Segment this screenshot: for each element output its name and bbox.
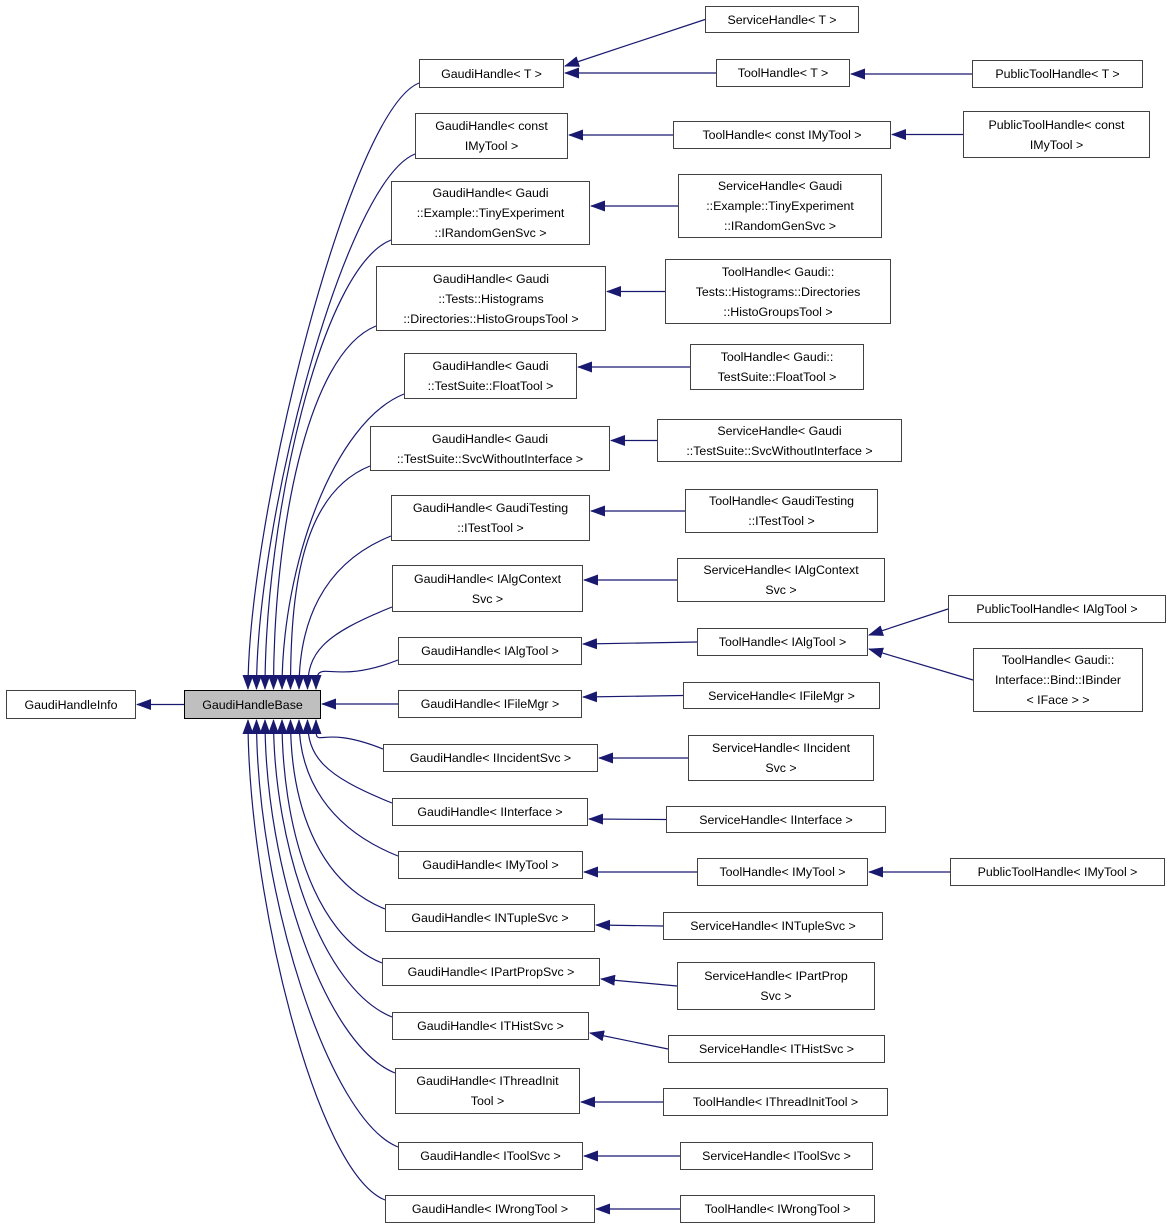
class-node-label-line: GaudiHandle< GaudiTesting: [412, 501, 569, 515]
class-node-label-line: GaudiHandle< IIncidentSvc >: [409, 751, 572, 765]
class-node-public-tool-handle-imytool[interactable]: [950, 858, 1165, 886]
class-node-label-line: GaudiHandle< const: [435, 119, 548, 133]
class-node-label-line: TestSuite::FloatTool >: [717, 370, 837, 384]
inheritance-edge-gaudi-handle-svcwithoutinterface-to-gaudi-handle-base: [291, 466, 371, 689]
class-node-gaudi-handle-ipartpropsvc[interactable]: [382, 958, 600, 986]
class-node-public-tool-handle-const-imytool[interactable]: [963, 111, 1150, 158]
class-node-label-line: ToolHandle< T >: [737, 66, 829, 80]
class-node-label-line: GaudiHandle< Gaudi: [432, 271, 550, 286]
inheritance-edge-gaudi-handle-iinterface-to-gaudi-handle-base: [308, 720, 393, 803]
inheritance-edge-service-handle-t-to-gaudi-handle-t: [565, 20, 705, 67]
class-node-label-line: ServiceHandle< Gaudi: [717, 423, 842, 438]
class-node-service-handle-ifilemgr[interactable]: [683, 682, 880, 709]
class-node-service-handle-svcwithoutinterface[interactable]: [657, 419, 902, 462]
class-node-label-line: ::Example::TinyExperiment: [706, 199, 854, 213]
inheritance-edge-service-handle-iinterface-to-gaudi-handle-iinterface: [589, 819, 666, 820]
class-node-label-line: ToolHandle< Gaudi::: [1001, 653, 1115, 667]
inheritance-edge-gaudi-handle-intuplesvc-to-gaudi-handle-base: [291, 720, 386, 909]
inheritance-edge-gaudi-handle-ialgcontextsvc-to-gaudi-handle-base: [308, 607, 393, 689]
class-node-label-line: ServiceHandle< IAlgContext: [703, 563, 859, 577]
class-node-label-line: ServiceHandle< IFileMgr >: [708, 688, 855, 703]
class-node-service-handle-ipartpropsvc[interactable]: [677, 962, 875, 1010]
class-node-label-line: ::IRandomGenSvc >: [434, 226, 547, 240]
class-node-label-line: ToolHandle< IWrongTool >: [704, 1202, 851, 1216]
inheritance-edge-public-tool-handle-ialgtool-to-tool-handle-ialgtool: [869, 609, 948, 635]
inheritance-edge-gaudi-handle-itesttool-to-gaudi-handle-base: [299, 536, 391, 689]
class-node-gaudi-handle-iwrongtool[interactable]: [385, 1195, 595, 1223]
class-node-tool-handle-floattool[interactable]: [690, 344, 864, 390]
inheritance-edge-service-handle-ifilemgr-to-gaudi-handle-ifilemgr: [583, 696, 683, 698]
class-node-gaudi-handle-itoolsvc[interactable]: [398, 1142, 583, 1170]
class-node-gaudi-handle-ifilemgr[interactable]: [398, 690, 582, 718]
class-node-label-line: ServiceHandle< T >: [727, 12, 837, 27]
inheritance-edge-gaudi-handle-imytool-to-gaudi-handle-base: [299, 720, 398, 856]
class-node-label-line: ::TestSuite::SvcWithoutInterface >: [396, 451, 584, 466]
class-node-gaudi-handle-tinyexperiment[interactable]: [391, 181, 590, 245]
class-node-label-line: ToolHandle< IThreadInitTool >: [692, 1095, 859, 1109]
class-node-label-line: ::Example::TinyExperiment: [416, 206, 565, 220]
class-node-label-line: GaudiHandle< IAlgTool >: [421, 644, 559, 658]
class-node-gaudi-handle-iincidentsvc[interactable]: [383, 744, 598, 772]
class-node-label-line: ServiceHandle< IIncident: [711, 741, 851, 755]
class-node-label-line: Svc >: [760, 989, 792, 1003]
class-node-label-line: ::TestSuite::SvcWithoutInterface >: [686, 443, 873, 458]
class-node-service-handle-tinyexperiment[interactable]: [678, 174, 882, 238]
class-node-label-line: ::Directories::HistoGroupsTool >: [403, 311, 579, 326]
class-node-gaudi-handle-intuplesvc[interactable]: [385, 904, 595, 932]
class-node-label-line: IMyTool >: [1029, 137, 1084, 152]
class-node-label-line: GaudiHandle< IAlgContext: [413, 571, 562, 586]
class-node-label-line: ::ITestTool >: [748, 514, 815, 528]
class-node-public-tool-handle-ialgtool[interactable]: [948, 595, 1166, 623]
class-node-tool-handle-histogroupstool[interactable]: [665, 259, 891, 324]
class-node-label-line: GaudiHandle< Gaudi: [431, 431, 549, 446]
class-node-label-line: ::TestSuite::FloatTool >: [427, 379, 554, 393]
inheritance-edge-gaudi-handle-iwrongtool-to-gaudi-handle-base: [248, 720, 385, 1200]
class-node-gaudi-handle-iinterface[interactable]: [392, 798, 588, 826]
class-node-label-line: ::Tests::Histograms: [438, 291, 544, 306]
class-node-label-line: GaudiHandleInfo: [24, 697, 118, 712]
class-node-label-line: PublicToolHandle< const: [988, 117, 1125, 132]
inheritance-edge-service-handle-intuplesvc-to-gaudi-handle-intuplesvc: [596, 925, 663, 926]
class-node-service-handle-intuplesvc[interactable]: [663, 912, 883, 940]
class-node-service-handle-ialgcontextsvc[interactable]: [677, 558, 885, 602]
class-node-gaudi-handle-ialgcontextsvc[interactable]: [392, 565, 583, 612]
class-node-label-line: IMyTool >: [464, 139, 519, 153]
class-node-label-line: GaudiHandle< Gaudi: [432, 186, 549, 200]
class-node-label-line: GaudiHandle< INTupleSvc >: [411, 911, 569, 925]
class-node-label-line: ServiceHandle< ITHistSvc >: [699, 1042, 854, 1056]
class-node-label-line: PublicToolHandle< T >: [995, 67, 1120, 81]
class-node-label-line: ToolHandle< IMyTool >: [719, 865, 846, 879]
class-node-tool-handle-iwrongtool[interactable]: [680, 1195, 875, 1223]
class-node-tool-handle-const-imytool[interactable]: [673, 121, 891, 149]
class-node-gaudi-handle-floattool[interactable]: [404, 353, 577, 399]
inheritance-edge-gaudi-handle-histogroupstool-to-gaudi-handle-base: [274, 326, 377, 689]
class-node-label-line: GaudiHandle< T >: [441, 66, 542, 81]
class-node-label-line: GaudiHandle< IFileMgr >: [420, 697, 560, 711]
class-node-label-line: GaudiHandle< IThreadInit: [416, 1074, 559, 1088]
class-node-label-line: Svc >: [471, 591, 504, 606]
class-node-gaudi-handle-histogroupstool[interactable]: [376, 266, 606, 331]
class-node-label-line: ServiceHandle< IPartProp: [704, 969, 848, 983]
class-node-label-line: PublicToolHandle< IAlgTool >: [976, 602, 1138, 616]
inheritance-edge-gaudi-handle-ipartpropsvc-to-gaudi-handle-base: [282, 720, 382, 963]
class-node-label-line: ToolHandle< const IMyTool >: [702, 128, 862, 142]
class-node-tool-handle-ithreadinittool[interactable]: [663, 1088, 888, 1116]
class-node-label-line: ServiceHandle< IToolSvc >: [702, 1149, 851, 1163]
class-node-label-line: GaudiHandle< Gaudi: [432, 359, 549, 373]
class-node-label-line: ::HistoGroupsTool >: [723, 304, 833, 319]
class-node-label-line: Tests::Histograms::Directories: [695, 284, 861, 299]
class-node-service-handle-ithistsvc[interactable]: [668, 1035, 885, 1063]
class-node-service-handle-t[interactable]: [705, 6, 859, 33]
class-node-label-line: ::IRandomGenSvc >: [724, 219, 836, 233]
class-node-service-handle-iincidentsvc[interactable]: [688, 735, 874, 781]
class-node-gaudi-handle-const-imytool[interactable]: [415, 113, 568, 159]
inheritance-edge-tool-handle-ibinder-iface-to-tool-handle-ialgtool: [869, 649, 973, 680]
inheritance-edge-service-handle-ipartpropsvc-to-gaudi-handle-ipartpropsvc: [601, 979, 677, 986]
class-node-label-line: < IFace > >: [1026, 693, 1090, 707]
inheritance-edge-gaudi-handle-ialgtool-to-gaudi-handle-base: [316, 660, 398, 689]
class-node-gaudi-handle-imytool[interactable]: [398, 851, 583, 879]
class-node-gaudi-handle-ialgtool[interactable]: [398, 637, 582, 665]
class-node-label-line: GaudiHandle< IToolSvc >: [420, 1149, 561, 1163]
class-node-public-tool-handle-t[interactable]: [972, 60, 1143, 88]
class-node-label-line: ToolHandle< GaudiTesting: [709, 494, 854, 508]
class-node-label-line: GaudiHandle< IInterface >: [417, 805, 563, 819]
class-node-tool-handle-ialgtool[interactable]: [697, 628, 868, 656]
class-node-service-handle-itoolsvc[interactable]: [680, 1142, 873, 1170]
class-node-tool-handle-imytool[interactable]: [697, 858, 868, 886]
class-node-tool-handle-ibinder-iface[interactable]: [973, 648, 1143, 712]
class-node-label-line: ToolHandle< Gaudi::: [721, 264, 835, 279]
class-node-label-line: Interface::Bind::IBinder: [994, 673, 1122, 687]
class-node-gaudi-handle-ithistsvc[interactable]: [392, 1012, 589, 1040]
class-node-label-line: Svc >: [765, 761, 797, 775]
inheritance-edge-gaudi-handle-iincidentsvc-to-gaudi-handle-base: [316, 720, 383, 749]
inheritance-edge-service-handle-ithistsvc-to-gaudi-handle-ithistsvc: [590, 1033, 668, 1049]
class-node-label-line: ServiceHandle< INTupleSvc >: [690, 919, 856, 933]
class-node-label-line: PublicToolHandle< IMyTool >: [977, 865, 1138, 879]
class-node-label-line: GaudiHandle< IWrongTool >: [411, 1202, 569, 1216]
class-node-label-line: GaudiHandleBase: [202, 697, 303, 712]
class-node-label-line: GaudiHandle< IMyTool >: [422, 858, 559, 872]
class-node-service-handle-iinterface[interactable]: [666, 806, 886, 833]
class-node-label-line: GaudiHandle< IPartPropSvc >: [407, 965, 575, 979]
class-node-label-line: ToolHandle< IAlgTool >: [718, 635, 847, 649]
class-node-gaudi-handle-info[interactable]: [6, 690, 136, 719]
inheritance-edge-gaudi-handle-ithistsvc-to-gaudi-handle-base: [274, 720, 393, 1017]
class-node-label-line: ToolHandle< Gaudi::: [720, 350, 834, 364]
class-node-gaudi-handle-base[interactable]: [184, 690, 321, 719]
class-node-label-line: ServiceHandle< Gaudi: [717, 179, 843, 193]
class-node-label-line: Tool >: [470, 1094, 505, 1108]
class-node-tool-handle-itesttool[interactable]: [685, 489, 878, 533]
class-node-gaudi-handle-t[interactable]: [419, 59, 564, 88]
inheritance-edge-tool-handle-ialgtool-to-gaudi-handle-ialgtool: [583, 642, 697, 644]
class-node-label-line: ServiceHandle< IInterface >: [699, 812, 853, 827]
class-node-gaudi-handle-ithreadinittool[interactable]: [395, 1068, 580, 1114]
class-node-tool-handle-t[interactable]: [716, 59, 850, 87]
class-node-label-line: ::ITestTool >: [457, 521, 524, 535]
class-node-label-line: GaudiHandle< ITHistSvc >: [417, 1019, 564, 1033]
class-node-label-line: Svc >: [765, 583, 797, 597]
class-node-gaudi-handle-itesttool[interactable]: [391, 495, 590, 541]
class-node-gaudi-handle-svcwithoutinterface[interactable]: [370, 426, 610, 471]
